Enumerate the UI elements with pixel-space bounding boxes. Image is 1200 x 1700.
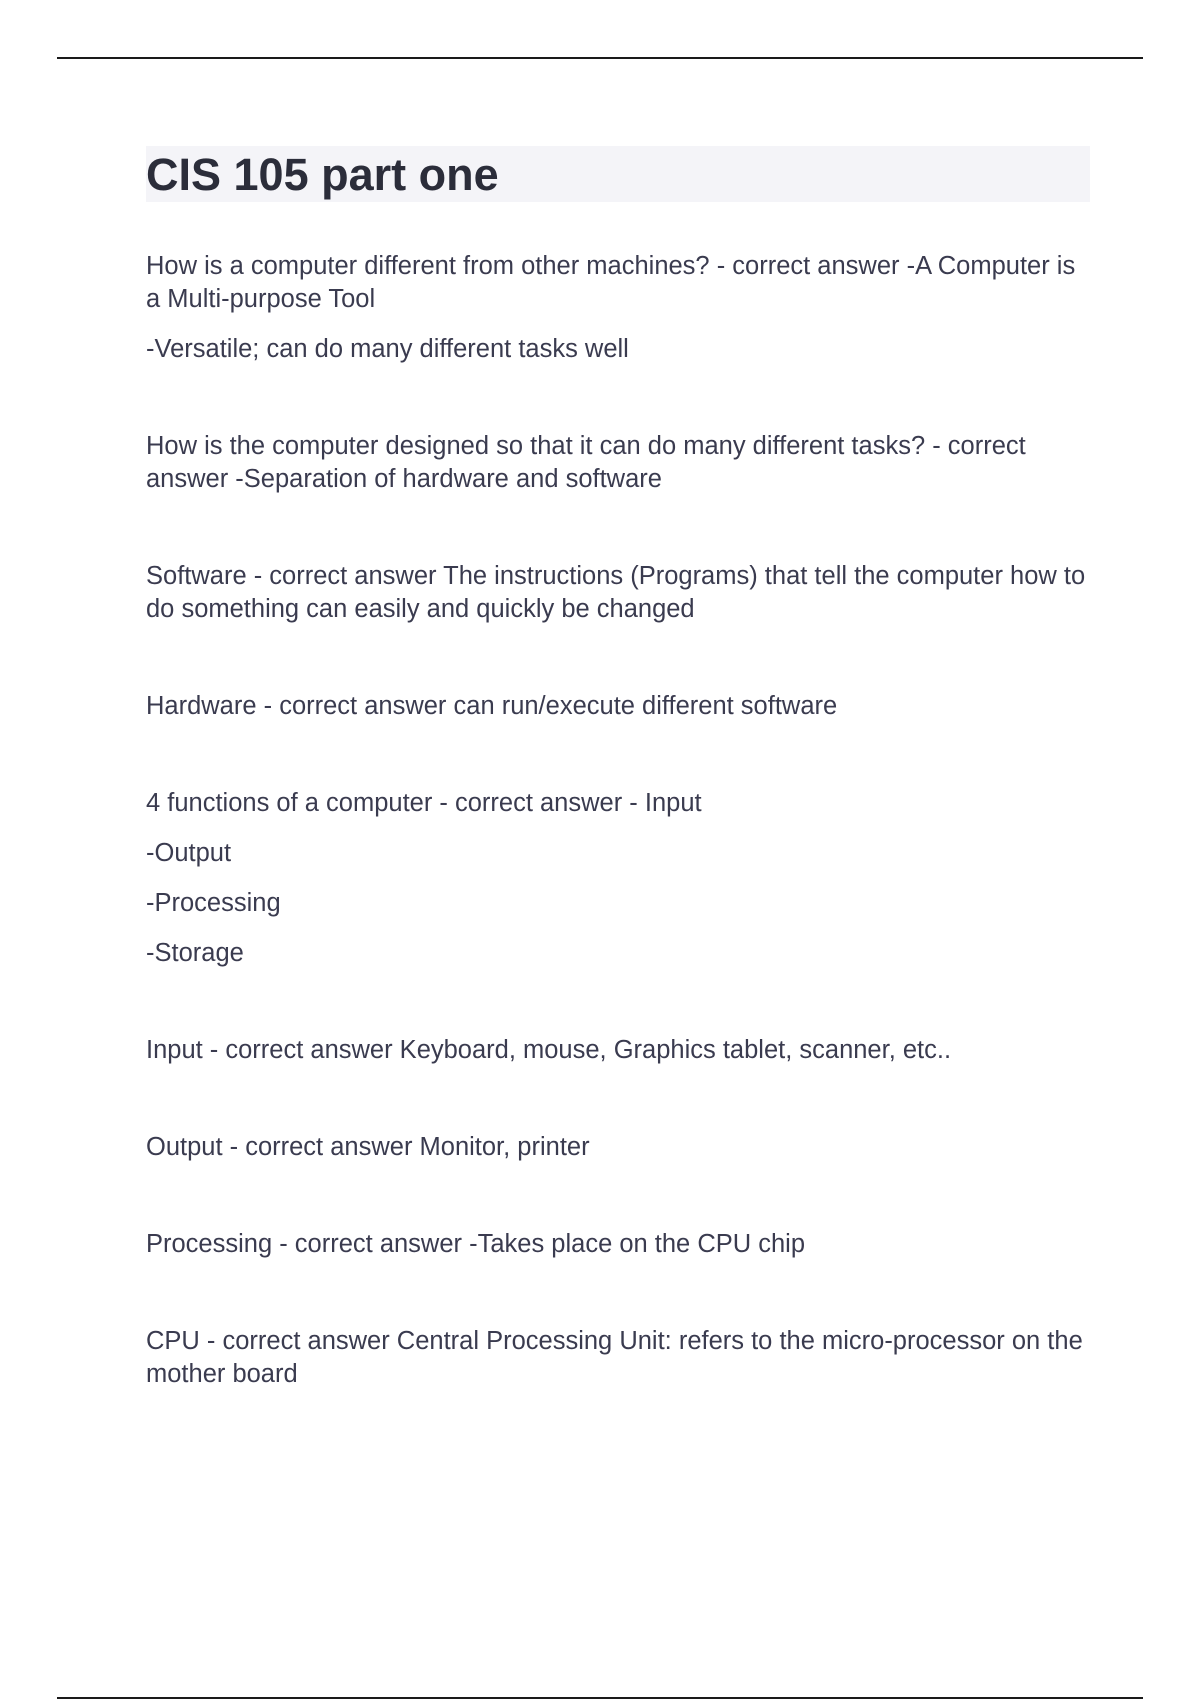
qa-line: How is the computer designed so that it can do many different tasks? - correct answer -Separation of hardware and software (146, 432, 1026, 493)
qa-line: Output - correct answer Monitor, printer (146, 1133, 590, 1161)
qa-line: -Versatile; can do many different tasks well (146, 335, 629, 363)
qa-line: -Processing (146, 889, 281, 917)
qa-line: Hardware - correct answer can run/execute different software (146, 692, 838, 720)
qa-entry-computer-design (146, 430, 1090, 496)
title-banner (146, 146, 1090, 202)
qa-line: How is a computer different from other machines? - correct answer -A Computer is a Multi-purpose Tool (146, 252, 1076, 313)
page-title: CIS 105 part one (146, 148, 499, 200)
qa-entry-input (146, 1034, 1090, 1067)
qa-line: Software - correct answer The instructions (Programs) that tell the computer how to do something can easily and quickly be changed (146, 562, 1086, 623)
qa-line: Processing - correct answer -Takes place on the CPU chip (146, 1230, 806, 1258)
top-rule (57, 57, 1143, 59)
bottom-rule (57, 1697, 1143, 1699)
qa-line: 4 functions of a computer - correct answer - Input (146, 789, 702, 817)
document-body (146, 146, 1090, 1455)
qa-entry-output (146, 1131, 1090, 1164)
qa-line: CPU - correct answer Central Processing Unit: refers to the micro-processor on the mother board (146, 1327, 1083, 1388)
qa-line: Input - correct answer Keyboard, mouse, Graphics tablet, scanner, etc.. (146, 1036, 952, 1064)
qa-entry-cpu (146, 1325, 1090, 1391)
qa-entry-processing (146, 1228, 1090, 1261)
qa-entry-four-functions (146, 787, 1090, 970)
qa-entry-hardware (146, 690, 1090, 723)
qa-line: -Output (146, 839, 232, 867)
qa-line: -Storage (146, 939, 244, 967)
qa-entry-software (146, 560, 1090, 626)
qa-entry-computer-vs-machines (146, 250, 1090, 366)
